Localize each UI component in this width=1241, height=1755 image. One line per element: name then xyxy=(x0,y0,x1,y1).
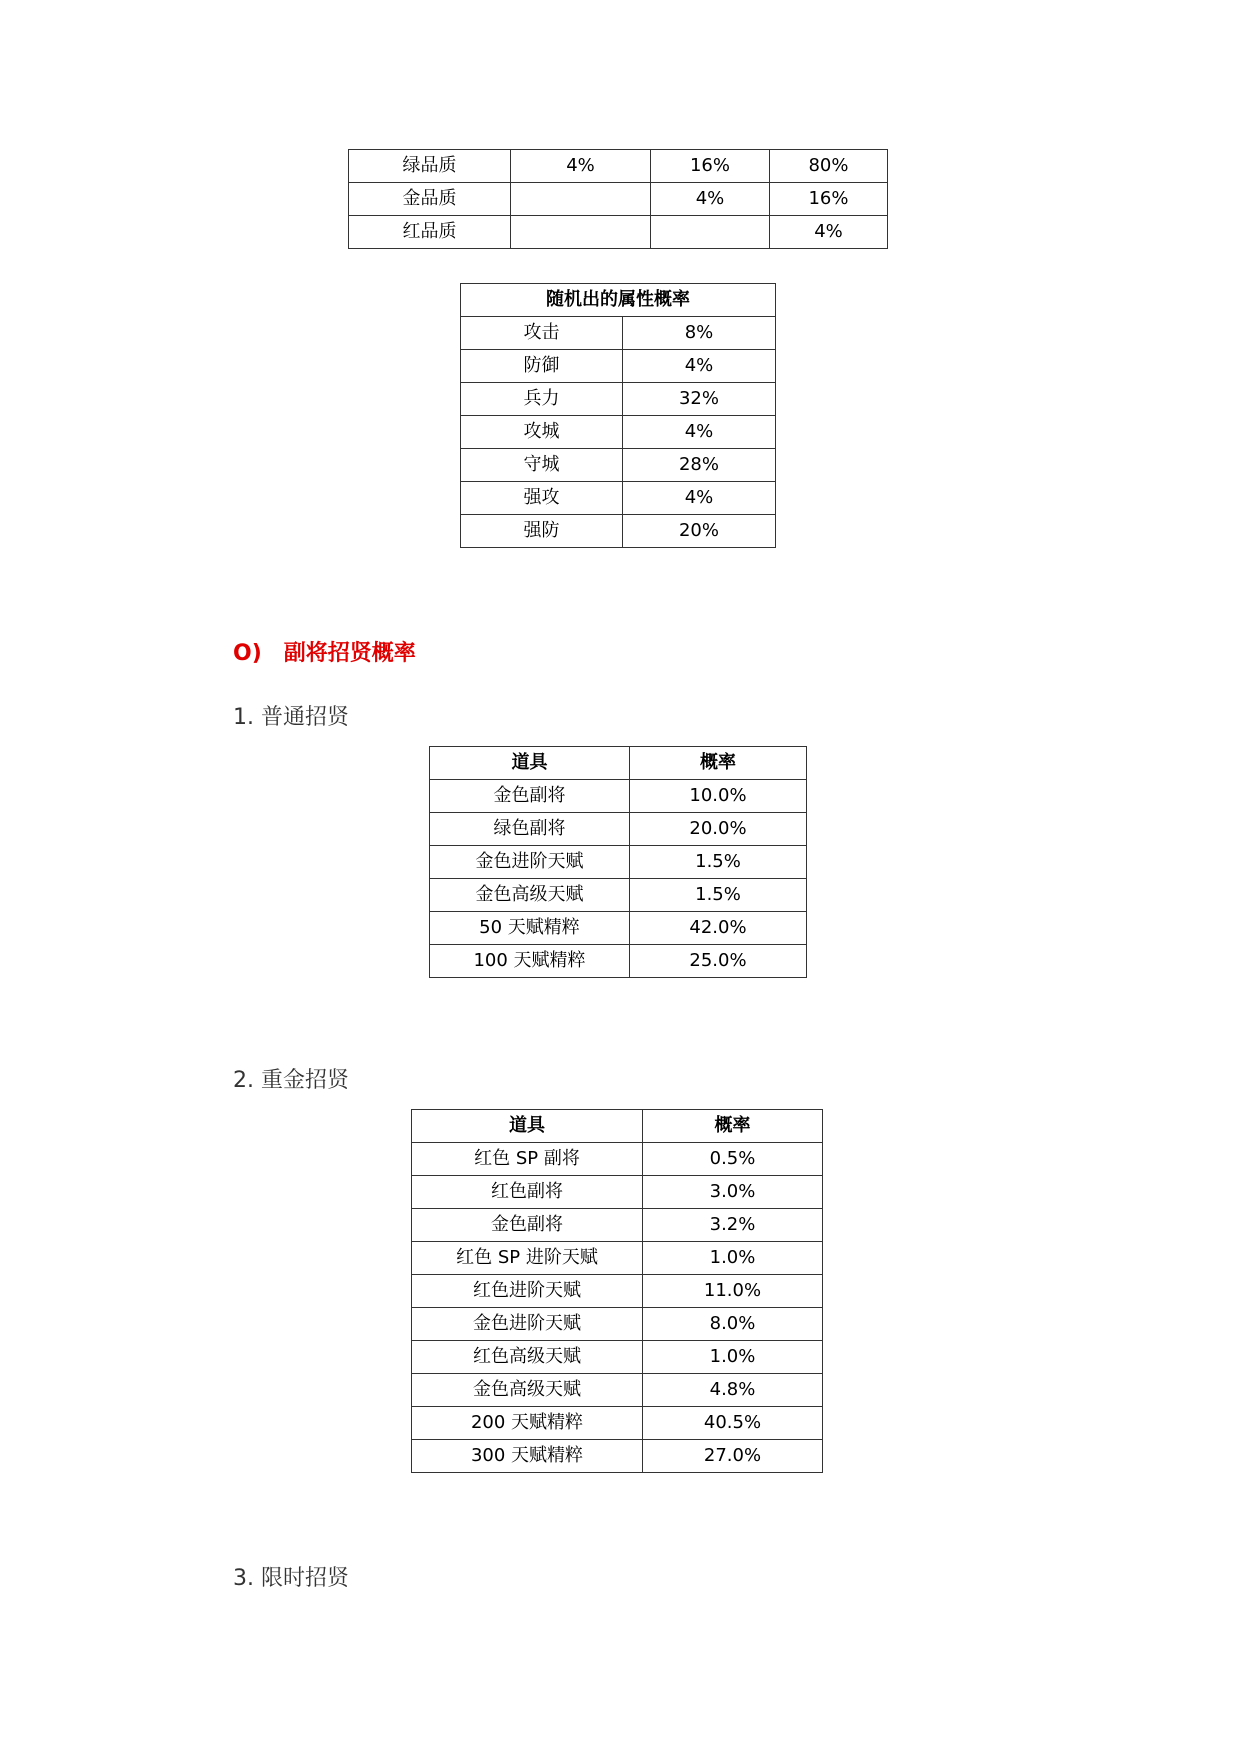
table-row xyxy=(461,449,776,482)
attribute-probability: 4% xyxy=(623,482,776,515)
attribute-name: 强防 xyxy=(461,515,623,548)
table-row xyxy=(461,416,776,449)
table-row xyxy=(430,780,807,813)
quality-label: 红品质 xyxy=(349,216,511,249)
table-row xyxy=(412,1209,823,1242)
table-row xyxy=(412,1143,823,1176)
rate-cell xyxy=(511,183,651,216)
heavy-recruit-heading: 2. 重金招贤 xyxy=(233,1068,349,1093)
item-name: 金色高级天赋 xyxy=(412,1374,643,1407)
rate-cell xyxy=(511,216,651,249)
attribute-probability: 28% xyxy=(623,449,776,482)
item-probability: 0.5% xyxy=(643,1143,823,1176)
rate-cell: 4% xyxy=(511,150,651,183)
item-probability: 4.8% xyxy=(643,1374,823,1407)
table-row xyxy=(430,846,807,879)
normal-recruit-heading: 1. 普通招贤 xyxy=(233,705,349,730)
table-row xyxy=(412,1407,823,1440)
quality-table xyxy=(348,149,888,249)
item-probability: 1.5% xyxy=(630,879,807,912)
quality-label: 绿品质 xyxy=(349,150,511,183)
item-name: 100 天赋精粹 xyxy=(430,945,630,978)
normal-recruit-table xyxy=(429,746,807,978)
item-probability: 20.0% xyxy=(630,813,807,846)
item-probability: 1.5% xyxy=(630,846,807,879)
rate-cell: 16% xyxy=(651,150,770,183)
rate-cell: 4% xyxy=(770,216,888,249)
table-row xyxy=(412,1275,823,1308)
item-name: 200 天赋精粹 xyxy=(412,1407,643,1440)
attribute-name: 强攻 xyxy=(461,482,623,515)
item-probability: 8.0% xyxy=(643,1308,823,1341)
item-name: 绿色副将 xyxy=(430,813,630,846)
attribute-table-title: 随机出的属性概率 xyxy=(461,284,776,317)
table-row xyxy=(430,813,807,846)
table-row xyxy=(412,1374,823,1407)
item-probability: 3.2% xyxy=(643,1209,823,1242)
item-name: 金色进阶天赋 xyxy=(430,846,630,879)
table-row xyxy=(461,350,776,383)
rate-cell xyxy=(651,216,770,249)
attribute-name: 防御 xyxy=(461,350,623,383)
quality-label: 金品质 xyxy=(349,183,511,216)
table-row xyxy=(430,912,807,945)
item-probability: 1.0% xyxy=(643,1341,823,1374)
table-row xyxy=(430,945,807,978)
attribute-name: 攻城 xyxy=(461,416,623,449)
item-name: 金色进阶天赋 xyxy=(412,1308,643,1341)
item-name: 金色高级天赋 xyxy=(430,879,630,912)
table-row xyxy=(349,150,888,183)
section-number: O) xyxy=(233,641,262,666)
section-title: 副将招贤概率 xyxy=(283,641,416,666)
item-probability: 27.0% xyxy=(643,1440,823,1473)
column-header-probability: 概率 xyxy=(630,747,807,780)
attribute-name: 攻击 xyxy=(461,317,623,350)
attribute-probability: 8% xyxy=(623,317,776,350)
attribute-probability: 4% xyxy=(623,416,776,449)
item-name: 红色 SP 副将 xyxy=(412,1143,643,1176)
item-probability: 40.5% xyxy=(643,1407,823,1440)
table-row xyxy=(461,317,776,350)
column-header-item: 道具 xyxy=(412,1110,643,1143)
table-row xyxy=(430,879,807,912)
item-name: 红色进阶天赋 xyxy=(412,1275,643,1308)
column-header-probability: 概率 xyxy=(643,1110,823,1143)
item-name: 金色副将 xyxy=(412,1209,643,1242)
table-row xyxy=(412,1242,823,1275)
item-name: 红色高级天赋 xyxy=(412,1341,643,1374)
item-name: 红色 SP 进阶天赋 xyxy=(412,1242,643,1275)
table-row xyxy=(412,1341,823,1374)
item-probability: 10.0% xyxy=(630,780,807,813)
section-heading xyxy=(233,636,416,667)
attribute-probability: 20% xyxy=(623,515,776,548)
attribute-name: 守城 xyxy=(461,449,623,482)
table-row xyxy=(461,482,776,515)
table-row xyxy=(412,1440,823,1473)
rate-cell: 80% xyxy=(770,150,888,183)
limited-recruit-heading: 3. 限时招贤 xyxy=(233,1566,349,1591)
item-name: 50 天赋精粹 xyxy=(430,912,630,945)
rate-cell: 16% xyxy=(770,183,888,216)
table-row xyxy=(461,383,776,416)
attribute-probability: 4% xyxy=(623,350,776,383)
heavy-recruit-table xyxy=(411,1109,823,1473)
item-name: 金色副将 xyxy=(430,780,630,813)
rate-cell: 4% xyxy=(651,183,770,216)
attribute-probability: 32% xyxy=(623,383,776,416)
table-row xyxy=(412,1308,823,1341)
table-row xyxy=(349,216,888,249)
table-row xyxy=(461,515,776,548)
item-name: 红色副将 xyxy=(412,1176,643,1209)
item-probability: 42.0% xyxy=(630,912,807,945)
attribute-name: 兵力 xyxy=(461,383,623,416)
table-row xyxy=(412,1176,823,1209)
item-probability: 1.0% xyxy=(643,1242,823,1275)
column-header-item: 道具 xyxy=(430,747,630,780)
item-probability: 3.0% xyxy=(643,1176,823,1209)
item-name: 300 天赋精粹 xyxy=(412,1440,643,1473)
item-probability: 25.0% xyxy=(630,945,807,978)
item-probability: 11.0% xyxy=(643,1275,823,1308)
table-row xyxy=(349,183,888,216)
attribute-probability-table xyxy=(460,283,776,548)
